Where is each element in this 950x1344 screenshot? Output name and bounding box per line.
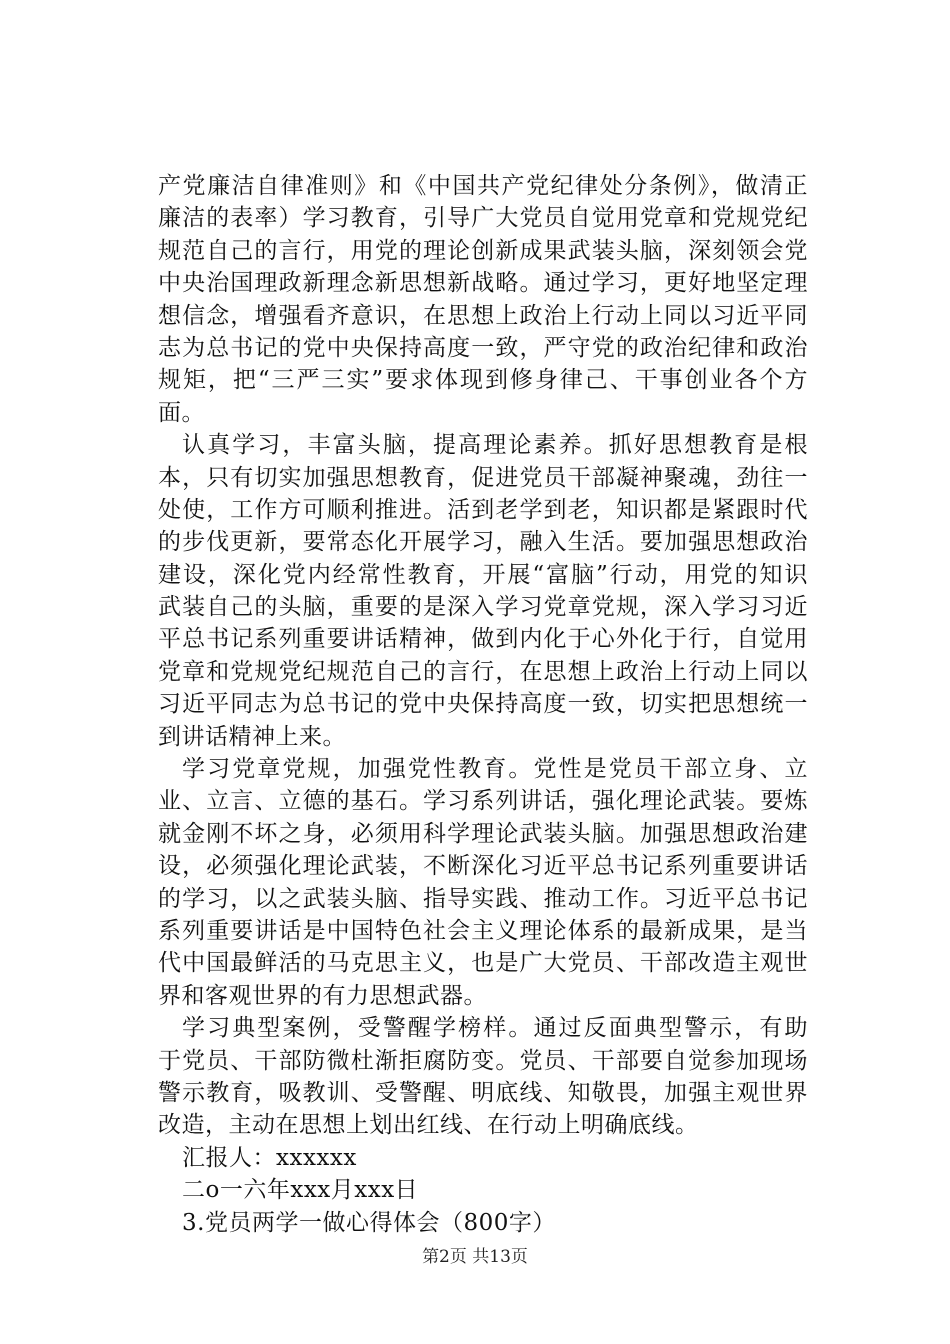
text-line: 到讲话精神上来。 bbox=[158, 723, 346, 750]
text-line: 规范自己的言行，用党的理论创新成果武装头脑，深刻领会党 bbox=[158, 237, 808, 264]
text-line: 廉洁的表率）学习教育，引导广大党员自觉用党章和党规党纪 bbox=[158, 205, 808, 232]
text-line: 警示教育，吸教训、受警醒、明底线、知敬畏，加强主观世界 bbox=[158, 1079, 808, 1106]
text-line: 就金刚不坏之身，必须用科学理论武装头脑。加强思想政治建 bbox=[158, 820, 808, 847]
text-line: 界和客观世界的有力思想武器。 bbox=[158, 982, 487, 1009]
text-line: 平总书记系列重要讲话精神，做到内化于心外化于行，自觉用 bbox=[158, 626, 808, 653]
text-line: 3.党员两学一做心得体会（800字） bbox=[182, 1209, 556, 1236]
text-line: 设，必须强化理论武装，不断深化习近平总书记系列重要讲话 bbox=[158, 853, 808, 880]
text-line: 本，只有切实加强思想教育，促进党员干部凝神聚魂，劲往一 bbox=[158, 464, 808, 491]
document-body bbox=[158, 170, 808, 1239]
text-line: 业、立言、立德的基石。学习系列讲话，强化理论武装。要炼 bbox=[158, 788, 808, 815]
text-line: 处使，工作方可顺利推进。活到老学到老，知识都是紧跟时代 bbox=[158, 496, 808, 523]
text-line: 产党廉洁自律准则》和《中国共产党纪律处分条例》，做清正 bbox=[158, 173, 808, 199]
text-line: 习近平同志为总书记的党中央保持高度一致，切实把思想统一 bbox=[158, 691, 808, 718]
text-line: 党章和党规党纪规范自己的言行，在思想上政治上行动上同以 bbox=[158, 658, 808, 685]
text-line: 建设，深化党内经常性教育，开展“富脑”行动，用党的知识 bbox=[158, 561, 808, 588]
text-line: 中央治国理政新理念新思想新战略。通过学习，更好地坚定理 bbox=[158, 270, 808, 297]
text-line: 学习党章党规，加强党性教育。党性是党员干部立身、立 bbox=[182, 756, 808, 783]
text-line: 的学习，以之武装头脑、指导实践、推动工作。习近平总书记 bbox=[158, 885, 808, 912]
text-line: 面。 bbox=[158, 399, 205, 426]
text-line: 改造，主动在思想上划出红线、在行动上明确底线。 bbox=[158, 1112, 699, 1139]
text-line: 学习典型案例，受警醒学榜样。通过反面典型警示，有助 bbox=[182, 1015, 808, 1042]
text-line: 汇报人：xxxxxx bbox=[182, 1144, 357, 1171]
text-line: 武装自己的头脑，重要的是深入学习党章党规，深入学习习近 bbox=[158, 594, 808, 621]
page-footer: 第2页 共13页 bbox=[422, 1247, 528, 1267]
text-line: 二o一六年xxx月xxx日 bbox=[182, 1177, 419, 1204]
text-line: 于党员、干部防微杜渐拒腐防变。党员、干部要自觉参加现场 bbox=[158, 1047, 808, 1074]
text-line: 系列重要讲话是中国特色社会主义理论体系的最新成果，是当 bbox=[158, 917, 808, 944]
text-line: 志为总书记的党中央保持高度一致，严守党的政治纪律和政治 bbox=[158, 334, 808, 361]
text-line: 认真学习，丰富头脑，提高理论素养。抓好思想教育是根 bbox=[182, 432, 808, 459]
text-line: 的步伐更新，要常态化开展学习，融入生活。要加强思想政治 bbox=[158, 529, 808, 556]
text-line: 想信念，增强看齐意识，在思想上政治上行动上同以习近平同 bbox=[158, 302, 808, 329]
text-line: 代中国最鲜活的马克思主义，也是广大党员、干部改造主观世 bbox=[158, 950, 808, 977]
text-line: 规矩，把“三严三实”要求体现到修身律己、干事创业各个方 bbox=[158, 367, 808, 394]
